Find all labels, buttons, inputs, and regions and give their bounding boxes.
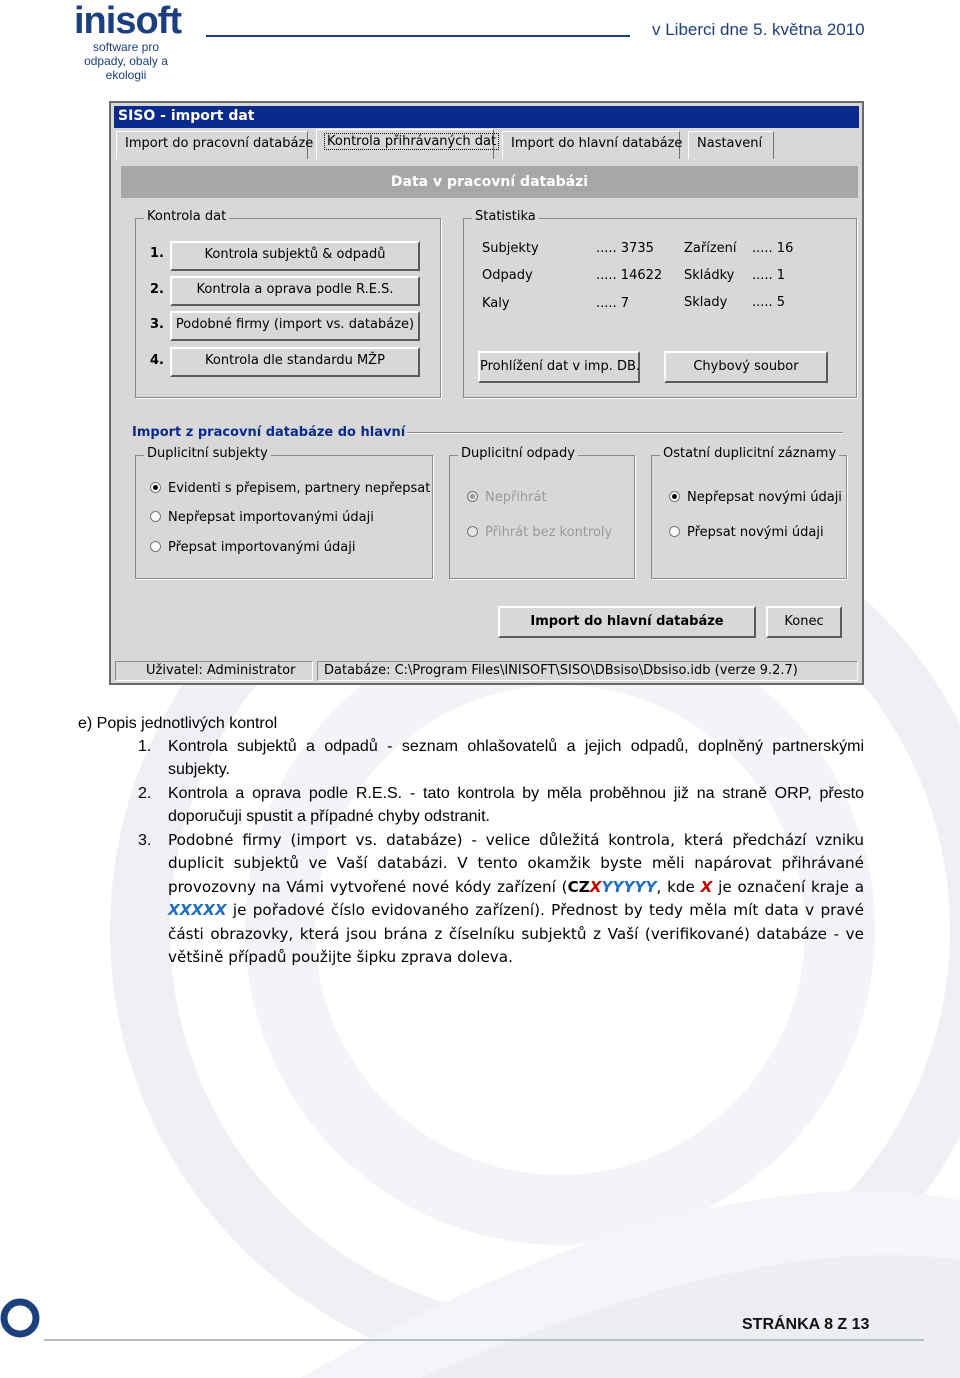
radio-selected-icon [150, 482, 161, 493]
radio-label: Přepsat novými údaji [687, 525, 824, 540]
item-number: 3. [150, 317, 164, 332]
radio-icon [669, 526, 680, 537]
tab-nastaveni[interactable] [688, 131, 774, 159]
podobne-firmy-button[interactable]: Podobné firmy (import vs. databáze) [170, 311, 420, 341]
title-bar [114, 106, 859, 128]
section-heading: e) Popis jednotlivých kontrol [78, 715, 278, 732]
item2-text: Kontrola a oprava podle R.E.S. - tato kontrola by měla proběhnou již na straně ORP, přesto doporučuji spustit a případné chyby odstranit. [168, 785, 864, 826]
duplicitni-subjekty-group [135, 446, 433, 579]
stat-value: ..... 5 [752, 295, 786, 310]
radio-prepsat-novymi[interactable] [669, 525, 824, 540]
data-banner [121, 166, 858, 198]
header-rule [206, 35, 630, 37]
code-cislo: XXXXX [168, 901, 227, 920]
tab-label: Kontrola přihrávaných dat [327, 134, 497, 149]
stat-name: Zařízení [684, 241, 737, 256]
logo-name: inisoft [74, 0, 181, 42]
item3-part: Podobné firmy (import vs. databáze) - velice důležitá kontrola, která předchází vzniku duplicit subjektů ve Vaší databázi. V tento okamžik byste měli napárovat přihrávané provozovny na Vámi vytvořené nové kódy zařízení ( [168, 831, 864, 896]
radio-neprihrat[interactable] [467, 490, 547, 505]
radio-icon [150, 511, 161, 522]
tab-import-pracovni[interactable] [116, 131, 314, 159]
stat-value: ..... 14622 [596, 268, 663, 283]
stat-value: ..... 7 [596, 296, 630, 311]
company-logo [74, 2, 194, 82]
tab-label: Import do hlavní databáze [511, 136, 683, 151]
group-label: Statistika [472, 209, 539, 224]
tab-label: Nastavení [697, 136, 763, 151]
radio-neprepsat-importovanymi[interactable] [150, 510, 374, 525]
kontrola-dat-group [135, 209, 441, 398]
stat-name: Sklady [684, 295, 728, 310]
tab-kontrola-prihravanych[interactable] [316, 129, 497, 159]
import-section-title: Import z pracovní databáze do hlavní [132, 425, 406, 440]
tab-label: Import do pracovní databáze [125, 136, 314, 151]
kontrola-subjektu-button[interactable]: Kontrola subjektů & odpadů [170, 241, 420, 271]
stat-name: Odpady [482, 268, 533, 283]
konec-button[interactable]: Konec [766, 606, 842, 638]
footer-logo-icon [0, 1294, 46, 1344]
prohlizeni-dat-button[interactable]: Prohlížení dat v imp. DB. [478, 351, 640, 383]
item-number: 1. [138, 738, 152, 755]
window-title: SISO - import dat [118, 108, 255, 124]
banner-text: Data v pracovní databázi [390, 174, 589, 190]
kontrola-mzp-button[interactable]: Kontrola dle standardu MŽP [170, 347, 420, 377]
radio-label: Přepsat importovanými údaji [168, 540, 356, 555]
stat-name: Subjekty [482, 241, 539, 256]
radio-label: Nepřihrát [485, 490, 547, 505]
radio-label: Přihrát bez kontroly [485, 525, 613, 540]
footer-rule [44, 1339, 924, 1341]
status-database: Databáze: C:\Program Files\INISOFT\SISO\DBsiso\Dbsiso.idb (verze 9.2.7) [317, 661, 858, 681]
radio-neprepsat-novymi[interactable] [669, 490, 842, 505]
radio-prihrat-bez-kontroly[interactable] [467, 525, 612, 540]
code-prefix: CZ [567, 877, 590, 896]
group-label: Duplicitní subjekty [144, 446, 271, 461]
radio-label: Nepřepsat novými údaji [687, 490, 842, 505]
stat-value: ..... 3735 [596, 241, 654, 256]
item3-part: je označení kraje a [712, 877, 865, 896]
header-date: v Liberci dne 5. května 2010 [652, 20, 865, 39]
statistika-group [463, 209, 857, 398]
item-number: 1. [150, 246, 164, 261]
page-number: STRÁNKA 8 Z 13 [742, 1316, 870, 1333]
radio-prepsat-importovanymi[interactable] [150, 540, 355, 555]
radio-evidenti-prepis[interactable] [150, 481, 430, 496]
radio-selected-icon [467, 491, 478, 502]
stat-value: ..... 16 [752, 241, 794, 256]
stat-name: Skládky [684, 268, 735, 283]
status-user: Uživatel: Administrator [115, 661, 313, 681]
item-number: 2. [150, 282, 164, 297]
section-divider [407, 432, 843, 433]
item3-part: je pořadové číslo evidovaného zařízení). Přednost by tedy měla mít data v pravé části obrazovky, která jsou brána z číselníku subjektů z Vaší (verifikované) databáze - ve většině případů použijte šipku zprava doleva. [168, 901, 864, 967]
tab-import-hlavni[interactable] [502, 131, 683, 159]
logo-tagline: software pro odpady, obaly a ekologii [84, 40, 168, 82]
import-hlavni-button[interactable]: Import do hlavní databáze [498, 606, 756, 638]
item3-text [168, 829, 864, 969]
item1-text: Kontrola subjektů a odpadů - seznam ohlašovatelů a jejich odpadů, doplněný partnerskými subjekty. [168, 738, 864, 779]
stat-value: ..... 1 [752, 268, 786, 283]
duplicitni-odpady-group [449, 446, 635, 579]
item-number: 2. [138, 785, 152, 802]
ostatni-duplicitni-group [651, 446, 847, 579]
radio-label: Nepřepsat importovanými údaji [168, 510, 374, 525]
item-number: 3. [138, 832, 152, 849]
kontrola-res-button[interactable]: Kontrola a oprava podle R.E.S. [170, 276, 420, 306]
code-kraj: X [589, 877, 602, 896]
item-number: 4. [150, 353, 164, 368]
radio-icon [150, 541, 161, 552]
code-kraj: X [700, 877, 713, 896]
radio-label: Evidenti s přepisem, partnery nepřepsat [168, 481, 431, 496]
group-label: Ostatní duplicitní záznamy [660, 446, 839, 461]
stat-name: Kaly [482, 296, 510, 311]
siso-import-window [109, 101, 864, 685]
radio-icon [467, 526, 478, 537]
code-cislo: YYYYY [601, 877, 657, 896]
item3-part: , kde [656, 877, 701, 896]
radio-selected-icon [669, 491, 680, 502]
group-label: Kontrola dat [144, 209, 229, 224]
group-label: Duplicitní odpady [458, 446, 578, 461]
chybovy-soubor-button[interactable]: Chybový soubor [664, 351, 828, 383]
